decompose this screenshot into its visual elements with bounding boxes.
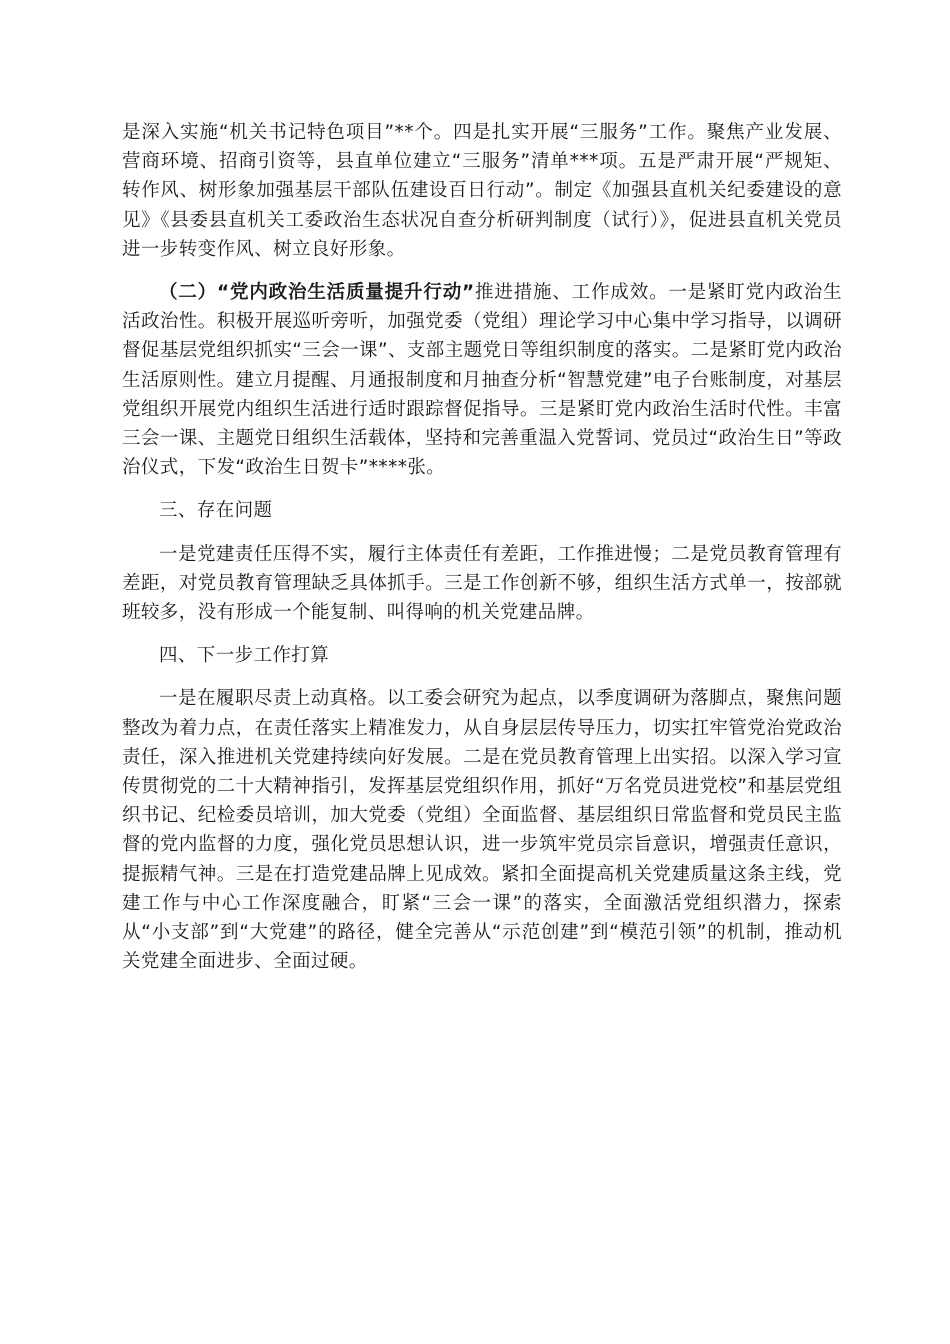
subsection-body: 推进措施、工作成效。一是紧盯党内政治生活政治性。积极开展巡听旁听，加强党委（党组）理论学习中心集中学习指导，以调研督促基层党组织抓实“三会一课”、支部主题党日等组织制度的落实。二是紧盯党内政治生活原则性。建立月提醒、月通报制度和月抽查分析“智慧党建”电子台账制度，对基层党组织开展党内组织生活进行适时跟踪督促指导。三是紧盯党内政治生活时代性。丰富三会一课、主题党日组织生活载体，坚持和完善重温入党誓词、党员过“政治生日”等政治仪式，下发“政治生日贺卡”****张。 [122, 282, 842, 479]
paragraph-next-steps: 一是在履职尽责上动真格。以工委会研究为起点，以季度调研为落脚点，聚焦问题整改为着力点，在责任落实上精准发力，从自身层层传导压力，切实扛牢管党治党政治责任，深入推进机关党建持续向好发展。二是在党员教育管理上出实招。以深入学习宣传贯彻党的二十大精神指引，发挥基层党组织作用，抓好“万名党员进党校”和基层党组织书记、纪检委员培训，加大党委（党组）全面监督、基层组织日常监督和党员民主监督的党内监督的力度，强化党员思想认识，进一步筑牢党员宗旨意识，增强责任意识，提振精气神。三是在打造党建品牌上见成效。紧扣全面提高机关党建质量这条主线，党建工作与中心工作深度融合，盯紧“三会一课”的落实，全面激活党组织潜力，探索从“小支部”到“大党建”的路径，健全完善从“示范创建”到“模范引领”的机制，推动机关党建全面进步、全面过硬。 [122, 688, 842, 973]
paragraph-problems: 一是党建责任压得不实，履行主体责任有差距，工作推进慢；二是党员教育管理有差距，对党员教育管理缺乏具体抓手。三是工作创新不够，组织生活方式单一，按部就班较多，没有形成一个能复制、叫得响的机关党建品牌。 [122, 543, 842, 624]
subsection-title: （二）“党内政治生活质量提升行动” [159, 282, 475, 304]
section-heading-next-steps: 四、下一步工作打算 [159, 645, 330, 667]
document-body [122, 118, 842, 990]
paragraph-continuation: 是深入实施“机关书记特色项目”**个。四是扎实开展“三服务”工作。聚焦产业发展、营商环境、招商引资等，县直单位建立“三服务”清单***项。五是严肃开展“严规矩、转作风、树形象加强基层干部队伍建设百日行动”。制定《加强县直机关纪委建设的意见》《县委县直机关工委政治生态状况自查分析研判制度（试行）》，促进县直机关党员进一步转变作风、树立良好形象。 [122, 122, 842, 260]
section-heading-problems: 三、存在问题 [159, 500, 273, 522]
paragraph-section-2 [122, 278, 842, 482]
